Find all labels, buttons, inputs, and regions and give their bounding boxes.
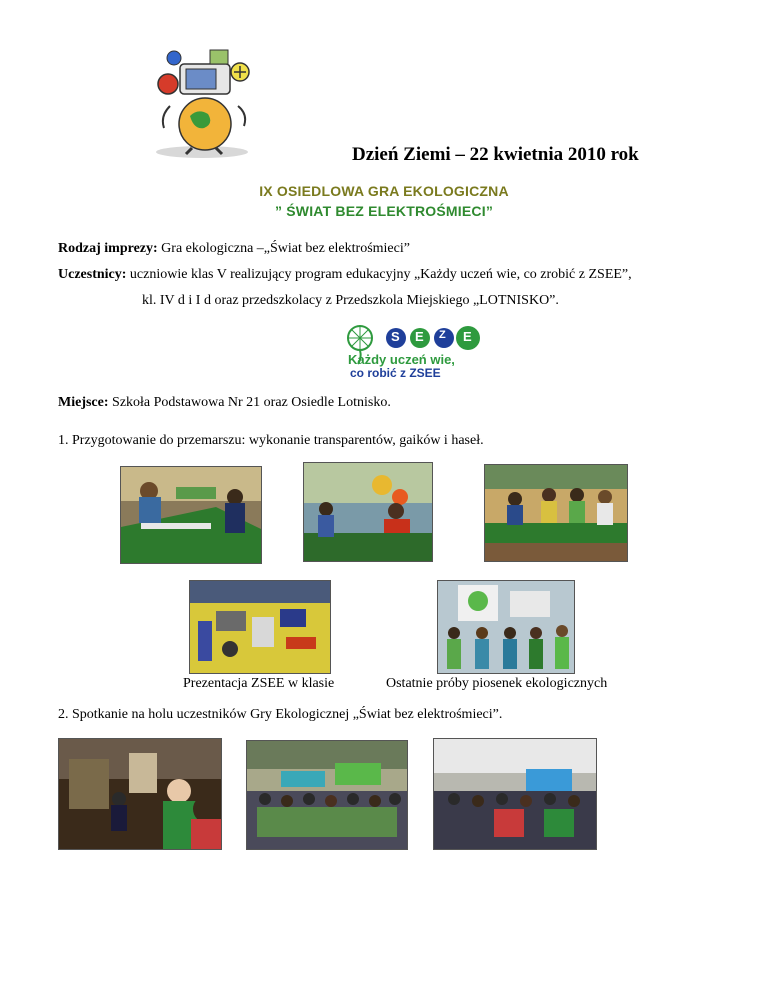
logo-text-line2: co robić z ZSEE: [350, 366, 441, 380]
participants-label: Uczestnicy:: [58, 267, 127, 282]
zsee-logo: [346, 322, 488, 380]
photo-students-tables: [484, 464, 628, 562]
place-value: Szkoła Podstawowa Nr 21 oraz Osiedle Lotnisko.: [108, 395, 391, 410]
event-title: IX OSIEDLOWA GRA EKOLOGICZNA: [259, 183, 509, 199]
photo-classroom-banners: [120, 466, 262, 564]
logo-letter-1: S: [391, 329, 400, 344]
caption-song-rehearsal: Ostatnie próby piosenek ekologicznych: [386, 676, 608, 691]
event-type: [58, 241, 410, 257]
photo-song-rehearsal: [437, 580, 575, 674]
photo-zsee-presentation: [189, 580, 331, 674]
logo-letter-2: E: [415, 329, 424, 344]
event-type-label: Rodzaj imprezy:: [58, 241, 158, 256]
logo-letter-0: Z: [439, 329, 446, 341]
page-title: Dzień Ziemi – 22 kwietnia 2010 rok: [352, 144, 639, 165]
event-subtitle: ” ŚWIAT BEZ ELEKTROŚMIECI”: [274, 203, 494, 219]
caption-zsee-presentation: Prezentacja ZSEE w klasie: [183, 676, 335, 691]
section-1-heading: 1. Przygotowanie do przemarszu: wykonanie transparentów, gaików i haseł.: [58, 433, 484, 448]
participants: [58, 267, 632, 283]
photo-hall-meeting-3: [433, 738, 597, 850]
event-place: [58, 395, 391, 411]
photo-hall-meeting-2: [246, 740, 408, 850]
photo-boy-with-banner: [303, 462, 433, 562]
place-label: Miejsce:: [58, 395, 109, 410]
section-2-heading: 2. Spotkanie na holu uczestników Gry Ekologicznej „Świat bez elektrośmieci”.: [58, 707, 503, 722]
logo-letter-3: E: [463, 329, 472, 344]
participants-continued: kl. IV d i I d oraz przedszkolacy z Przedszkola Miejskiego „LOTNISKO”.: [142, 293, 559, 308]
photo-hall-meeting-1: [58, 738, 222, 850]
earth-mascot-clipart: [150, 44, 255, 162]
logo-text-line1: Każdy uczeń wie,: [348, 352, 455, 367]
event-type-value: Gra ekologiczna –„Świat bez elektrośmieci”: [157, 241, 410, 256]
participants-value: uczniowie klas V realizujący program edukacyjny „Każdy uczeń wie, co zrobić z ZSEE”,: [126, 267, 632, 282]
